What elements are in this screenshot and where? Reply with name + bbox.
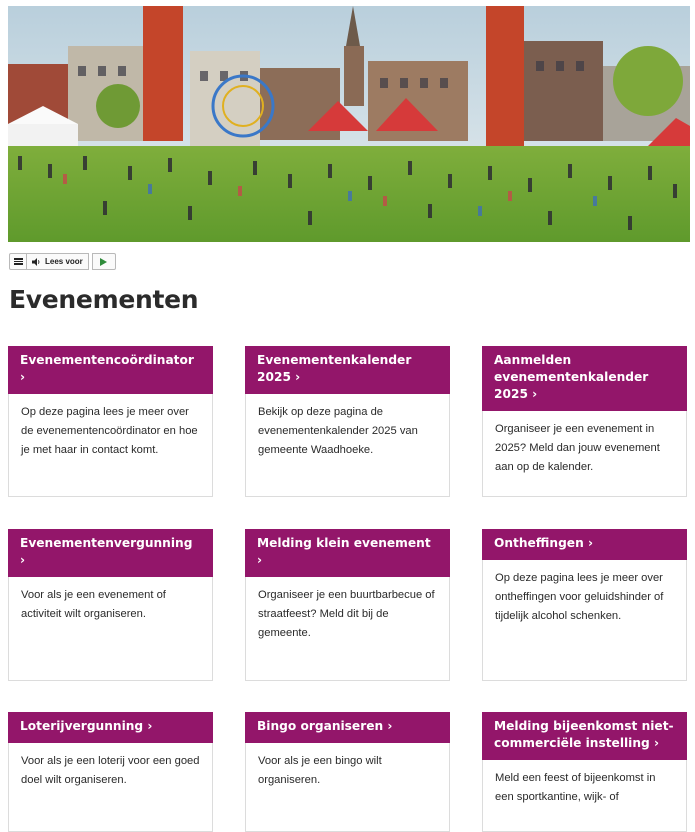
- chevron-right-icon: ›: [532, 387, 538, 401]
- tile-title[interactable]: Evenementenkalender 2025 ›: [245, 346, 450, 394]
- play-button[interactable]: [92, 253, 116, 270]
- chevron-right-icon: ›: [588, 536, 594, 550]
- tile-title[interactable]: Ontheffingen ›: [482, 529, 687, 560]
- tile-title[interactable]: Loterijvergunning ›: [8, 712, 213, 743]
- tile-title[interactable]: Aanmelden evenementenkalender 2025 ›: [482, 346, 687, 411]
- tile-text: Voor als je een evenement of activiteit wilt organiseren.: [21, 589, 166, 620]
- tile-text: Organiseer je een evenement in 2025? Meld dan jouw evenement aan op de kalender.: [495, 423, 660, 473]
- tile-evenementencoordinator[interactable]: [8, 346, 213, 497]
- chevron-right-icon: ›: [147, 719, 153, 733]
- tile-text: Bekijk op deze pagina de evenementenkalender 2025 van gemeente Waadhoeke.: [258, 406, 418, 456]
- tile-evenementenvergunning[interactable]: [8, 529, 213, 681]
- tile-text: Op deze pagina lees je meer over ontheffingen voor geluidshinder of tijdelijk alcohol schenken.: [495, 572, 664, 622]
- read-aloud-button[interactable]: [26, 253, 89, 270]
- tile-melding-bijeenkomst[interactable]: [482, 712, 687, 832]
- chevron-right-icon: ›: [257, 553, 263, 567]
- read-aloud-label: Lees voor: [45, 257, 83, 266]
- tile-aanmelden-kalender[interactable]: [482, 346, 687, 497]
- tile-text: Organiseer je een buurtbarbecue of straatfeest? Meld dit bij de gemeente.: [258, 589, 435, 639]
- tile-loterijvergunning[interactable]: [8, 712, 213, 832]
- speaker-icon: [32, 258, 41, 266]
- tile-text: Voor als je een loterij voor een goed doel wilt organiseren.: [21, 755, 200, 786]
- chevron-right-icon: ›: [387, 719, 393, 733]
- tile-melding-klein-evenement[interactable]: [245, 529, 450, 681]
- tile-bingo-organiseren[interactable]: [245, 712, 450, 832]
- chevron-right-icon: ›: [295, 370, 301, 384]
- tile-ontheffingen[interactable]: [482, 529, 687, 681]
- read-aloud-toolbar: [9, 253, 116, 270]
- tile-title[interactable]: Melding bijeenkomst niet-commerciële instelling ›: [482, 712, 687, 760]
- tile-title[interactable]: Evenementencoördinator ›: [8, 346, 213, 394]
- tile-evenementenkalender[interactable]: [245, 346, 450, 497]
- tile-title[interactable]: Bingo organiseren ›: [245, 712, 450, 743]
- tile-text: Op deze pagina lees je meer over de evenementencoördinator en hoe je met haar in contact komt.: [21, 406, 198, 456]
- hero-image: [8, 6, 690, 242]
- chevron-right-icon: ›: [654, 736, 660, 750]
- tile-title[interactable]: Melding klein evenement ›: [245, 529, 450, 577]
- tile-title[interactable]: Evenementenvergunning ›: [8, 529, 213, 577]
- menu-icon[interactable]: [9, 253, 27, 270]
- event-photo: [8, 6, 690, 242]
- tile-text: Meld een feest of bijeenkomst in een sportkantine, wijk- of: [495, 772, 656, 803]
- chevron-right-icon: ›: [20, 370, 26, 384]
- play-icon: [100, 258, 107, 266]
- page-title: Evenementen: [9, 285, 199, 314]
- chevron-right-icon: ›: [20, 553, 26, 567]
- tile-text: Voor als je een bingo wilt organiseren.: [258, 755, 382, 786]
